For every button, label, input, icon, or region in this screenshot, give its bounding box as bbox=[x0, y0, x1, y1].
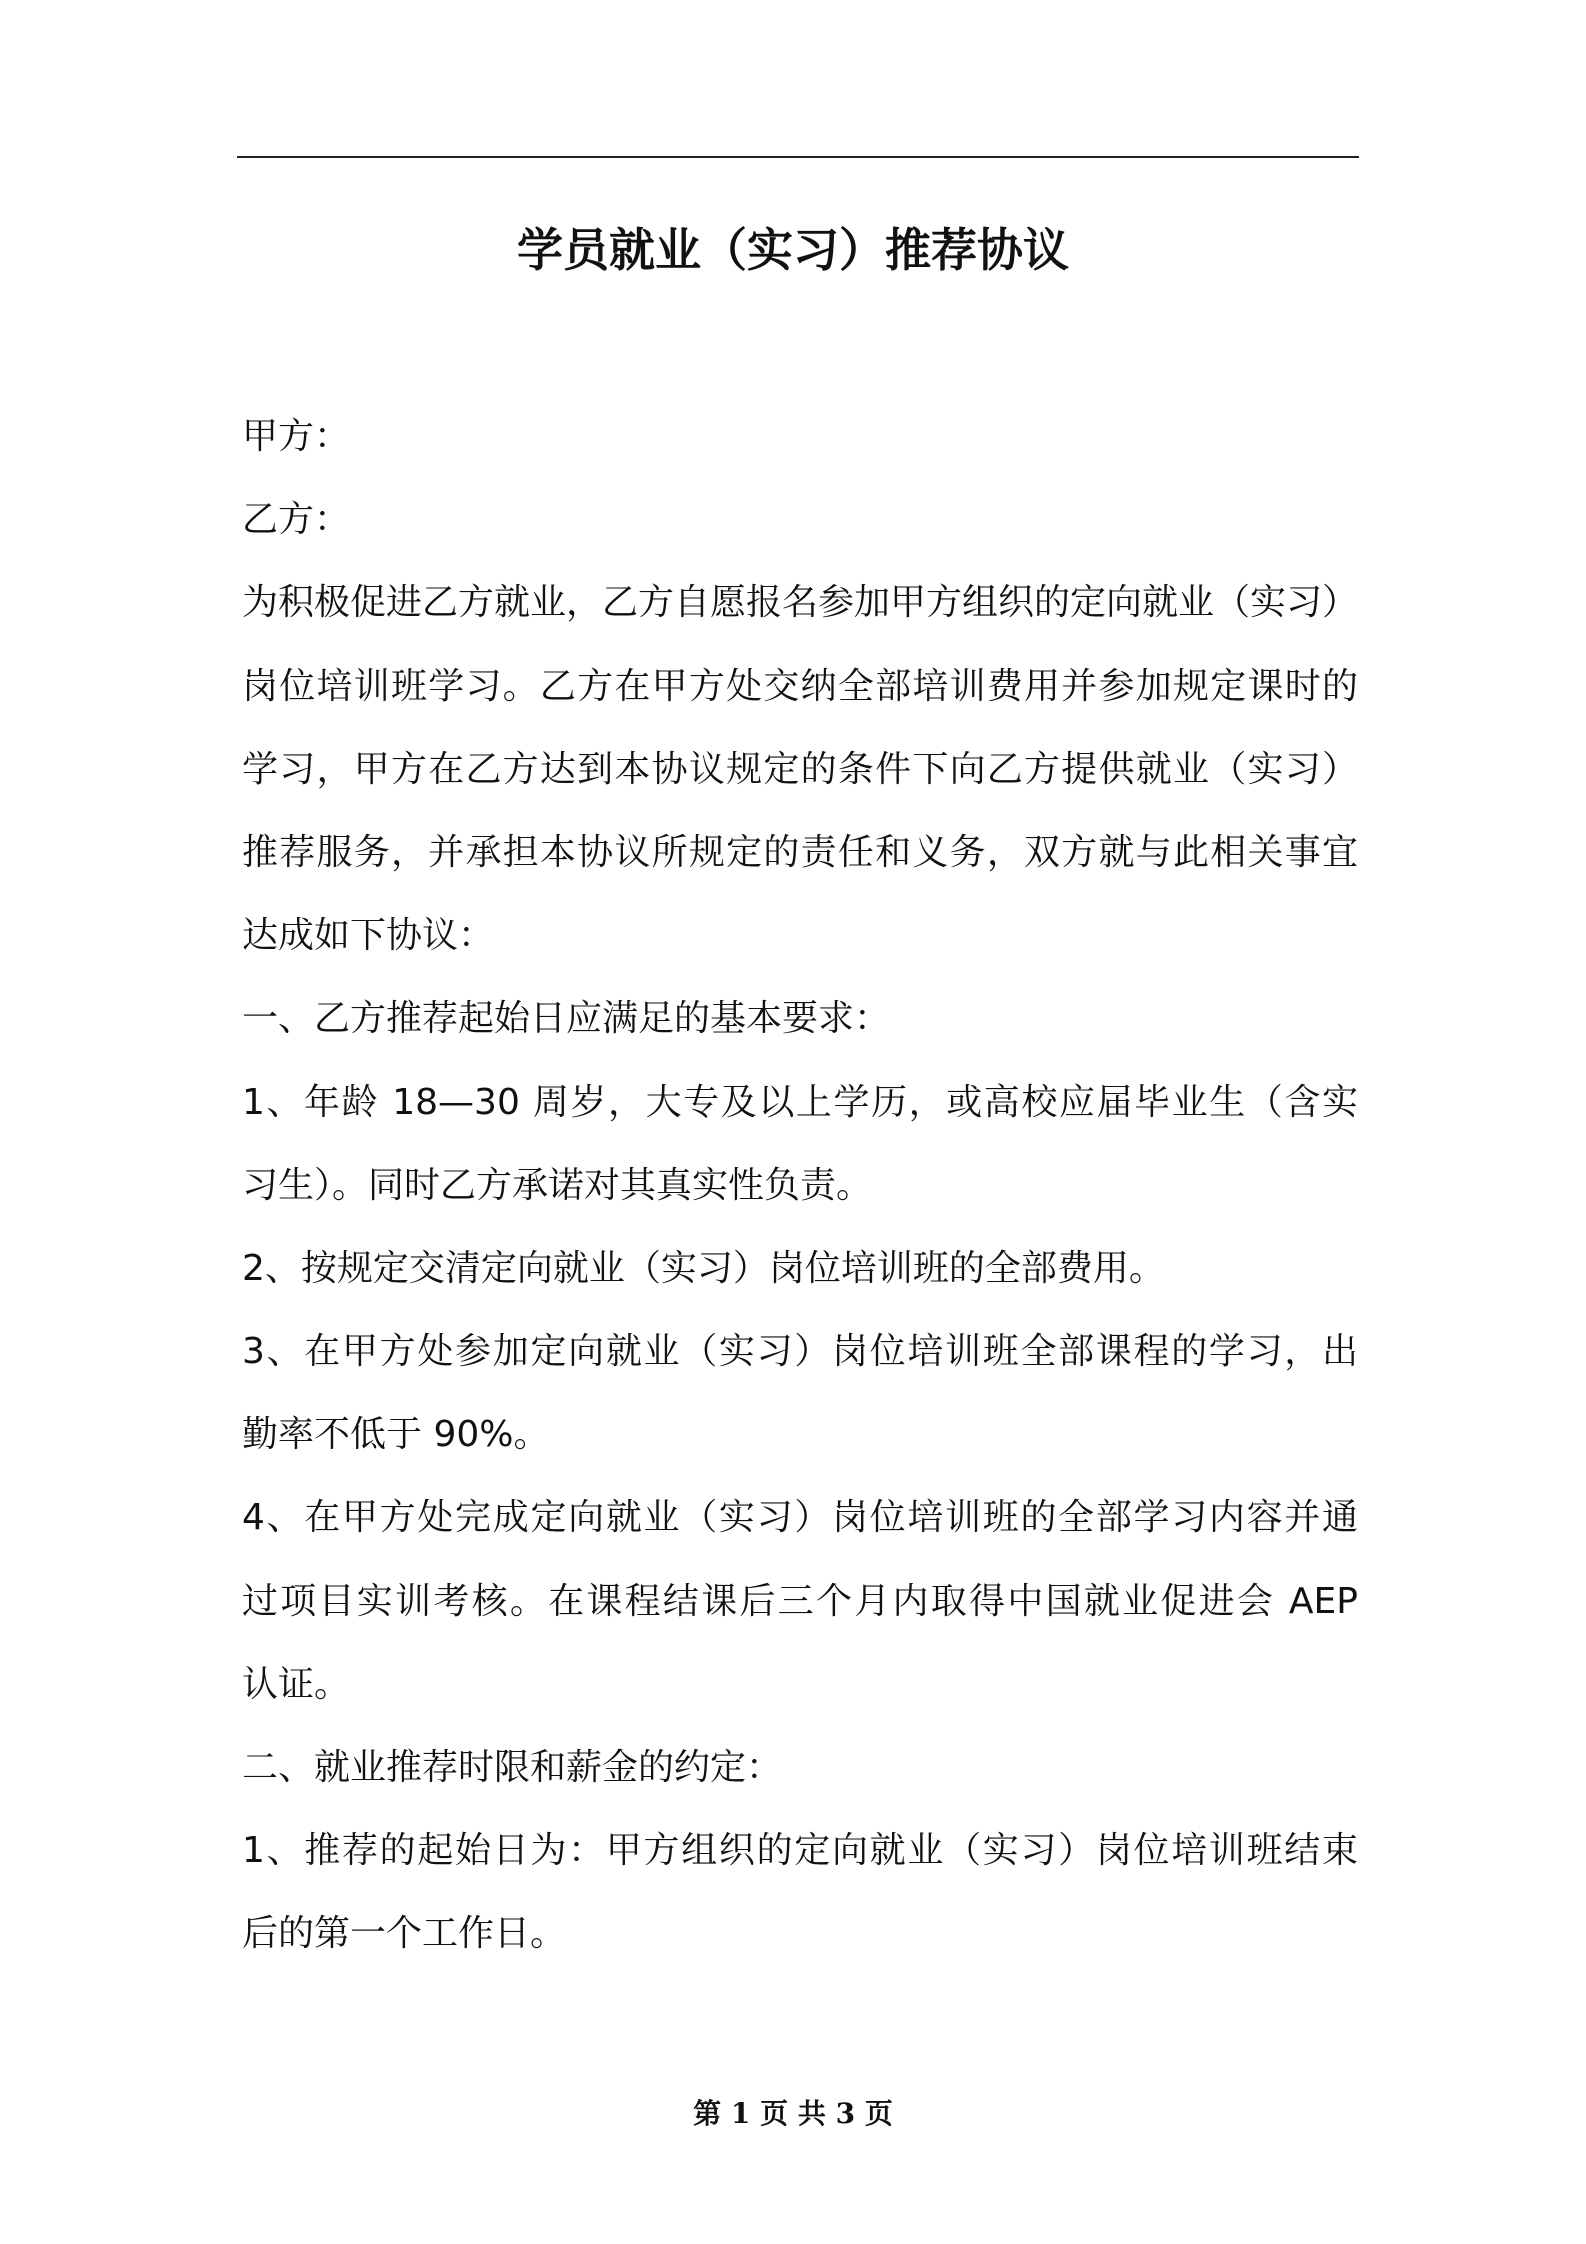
preamble-line: 岗位培训班学习。乙方在甲方处交纳全部培训费用并参加规定课时的 bbox=[242, 665, 1358, 707]
clause-line: 勤率不低于 90%。 bbox=[242, 1414, 550, 1456]
preamble-line: 为积极促进乙方就业，乙方自愿报名参加甲方组织的定向就业（实习） bbox=[242, 582, 1359, 624]
preamble-line: 学习，甲方在乙方达到本协议规定的条件下向乙方提供就业（实习） bbox=[242, 748, 1358, 790]
clause-line: 过项目实训考核。在课程结课后三个月内取得中国就业促进会 AEP bbox=[242, 1580, 1358, 1622]
page-number: 第 1 页 共 3 页 bbox=[693, 2097, 893, 2130]
document-body bbox=[242, 395, 1358, 1976]
document-title: 学员就业（实习）推荐协议 bbox=[517, 223, 1069, 277]
clause-line: 1、年龄 18—30 周岁，大专及以上学历，或高校应届毕业生（含实 bbox=[242, 1081, 1358, 1123]
section-heading-1: 一、乙方推荐起始日应满足的基本要求： bbox=[242, 998, 891, 1040]
clause-line: 认证。 bbox=[242, 1663, 351, 1705]
preamble-line: 达成如下协议： bbox=[242, 915, 495, 957]
clause-line: 后的第一个工作日。 bbox=[242, 1913, 567, 1955]
clause-line: 4、在甲方处完成定向就业（实习）岗位培训班的全部学习内容并通 bbox=[242, 1497, 1358, 1539]
section-heading-2: 二、就业推荐时限和薪金的约定： bbox=[242, 1747, 783, 1788]
header-rule bbox=[237, 156, 1359, 158]
clause-line: 2、按规定交清定向就业（实习）岗位培训班的全部费用。 bbox=[242, 1247, 1165, 1289]
preamble-line: 推荐服务，并承担本协议所规定的责任和义务，双方就与此相关事宜 bbox=[242, 831, 1358, 873]
clause-line: 1、推荐的起始日为：甲方组织的定向就业（实习）岗位培训班结束 bbox=[242, 1830, 1358, 1872]
clause-line: 习生）。同时乙方承诺对其真实性负责。 bbox=[242, 1164, 873, 1206]
party-b-line: 乙方： bbox=[242, 499, 351, 541]
party-a-line: 甲方： bbox=[242, 416, 351, 457]
clause-line: 3、在甲方处参加定向就业（实习）岗位培训班全部课程的学习，出 bbox=[242, 1331, 1358, 1373]
